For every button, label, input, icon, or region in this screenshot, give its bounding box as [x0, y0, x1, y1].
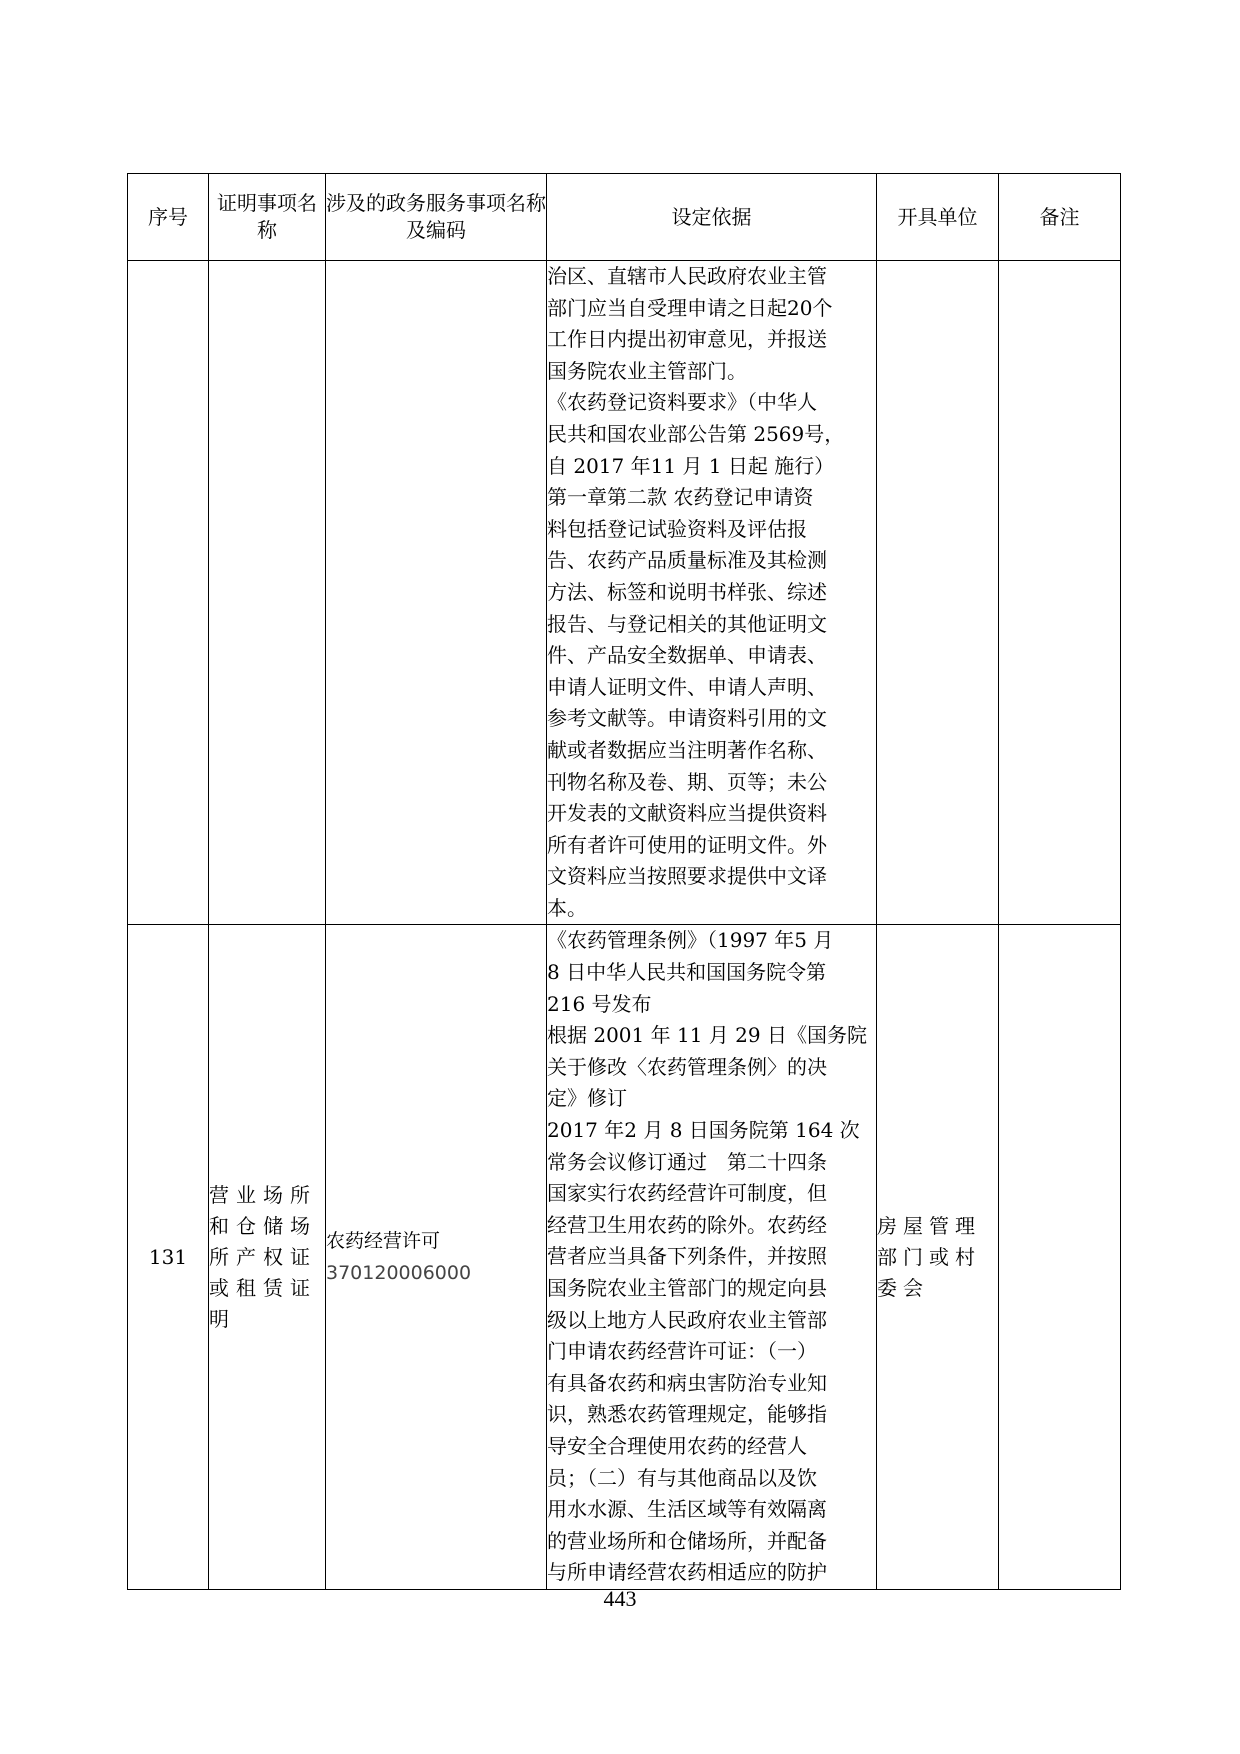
basis-line: 门申请农药经营许可证：（一）: [547, 1339, 817, 1364]
header-issuer: 开具单位: [877, 174, 999, 261]
cell-seq-empty: [128, 261, 209, 925]
basis-line: 有具备农药和病虫害防治专业知: [547, 1370, 827, 1395]
basis-line: 营者应当具备下列条件，并按照: [547, 1244, 827, 1269]
basis-line: 导安全合理使用农药的经营人: [547, 1433, 807, 1458]
table-row-continued: [128, 261, 1121, 925]
basis-line: 参考文献等。申请资料引用的文: [547, 706, 827, 731]
basis-line: 员；（二）有与其他商品以及饮: [547, 1465, 817, 1490]
basis-line: 第一章第二款 农药登记申请资: [547, 485, 814, 510]
basis-line: 工作日内提出初审意见，并报送: [547, 327, 827, 352]
basis-line: 级以上地方人民政府农业主管部: [547, 1307, 827, 1332]
header-basis: 设定依据: [547, 174, 877, 261]
basis-line: 用水水源、生活区域等有效隔离: [547, 1497, 827, 1522]
basis-line: 料包括登记试验资料及评估报: [547, 516, 807, 541]
service-code: 370120006000: [326, 1262, 472, 1285]
table-header-row: [128, 174, 1121, 261]
basis-line: 申请人证明文件、申请人声明、: [547, 674, 827, 699]
basis-line: 216 号发布: [547, 991, 652, 1016]
document-table-wrapper: [127, 173, 1120, 1590]
cell-service: [326, 925, 547, 1589]
cell-remark: [999, 925, 1121, 1589]
basis-line: 常务会议修订通过 第二十四条: [547, 1149, 827, 1174]
basis-lines-131: [547, 925, 876, 1588]
cell-issuer: 房屋管理部门或村委会: [877, 925, 999, 1589]
cell-service-empty: [326, 261, 547, 925]
basis-line: 关于修改〈农药管理条例〉的决: [547, 1054, 827, 1079]
basis-line: 本。: [547, 895, 587, 920]
basis-line: 部门应当自受理申请之日起20个: [547, 295, 833, 320]
basis-line: 献或者数据应当注明著作名称、: [547, 737, 827, 762]
basis-line: 定》修订: [547, 1086, 627, 1111]
basis-line: 国务院农业主管部门的规定向县: [547, 1276, 827, 1300]
page-number: 443: [603, 1586, 637, 1611]
basis-line: 告、农药产品质量标准及其检测: [547, 548, 827, 573]
basis-line: 自 2017 年11 月 1 日起 施行）: [547, 453, 835, 478]
basis-line: 刊物名称及卷、期、页等；未公: [547, 769, 827, 794]
basis-line: 国家实行农药经营许可制度，但: [547, 1181, 827, 1206]
basis-line: 开发表的文献资料应当提供资料: [547, 801, 827, 826]
header-service: 涉及的政务服务事项名称及编码: [326, 174, 547, 261]
cell-seq: 131: [128, 925, 209, 1589]
basis-line: 件、产品安全数据单、申请表、: [547, 643, 827, 668]
certification-items-table: [127, 173, 1121, 1590]
basis-line: 2017 年2 月 8 日国务院第 164 次: [547, 1118, 860, 1143]
cell-basis-continued: [547, 261, 877, 925]
basis-line: 方法、标签和说明书样张、综述: [547, 579, 827, 604]
cell-basis: [547, 925, 877, 1589]
basis-line: 报告、与登记相关的其他证明文: [547, 611, 827, 636]
basis-line: 《农药管理条例》（1997 年5 月: [547, 928, 834, 953]
basis-line: 8 日中华人民共和国国务院令第: [547, 960, 827, 985]
basis-line: 民共和国农业部公告第 2569号，: [547, 421, 845, 446]
basis-line: 识，熟悉农药管理规定，能够指: [547, 1402, 827, 1427]
basis-line: 根据 2001 年 11 月 29 日《国务院: [547, 1023, 867, 1048]
service-name: 农药经营许可: [326, 1230, 441, 1253]
basis-line: 所有者许可使用的证明文件。外: [547, 832, 827, 857]
header-remark: 备注: [999, 174, 1121, 261]
basis-line: 治区、直辖市人民政府农业主管: [547, 264, 827, 288]
cell-issuer-empty: [877, 261, 999, 925]
table-row-131: [128, 925, 1121, 1589]
cell-cert-name: 营业场所和仓储场所产权证或租赁证明: [209, 925, 326, 1589]
basis-lines-continued: [547, 261, 876, 924]
basis-line: 国务院农业主管部门。: [547, 358, 747, 383]
cell-remark-empty: [999, 261, 1121, 925]
header-seq: 序号: [128, 174, 209, 261]
basis-line: 文资料应当按照要求提供中文译: [547, 864, 827, 889]
basis-line: 与所申请经营农药相适应的防护: [547, 1560, 827, 1585]
header-cert-name: 证明事项名称: [209, 174, 326, 261]
basis-line: 《农药登记资料要求》（中华人: [547, 390, 817, 415]
basis-line: 经营卫生用农药的除外。农药经: [547, 1212, 827, 1237]
basis-line: 的营业场所和仓储场所，并配备: [547, 1528, 827, 1553]
cell-cert-name-empty: [209, 261, 326, 925]
